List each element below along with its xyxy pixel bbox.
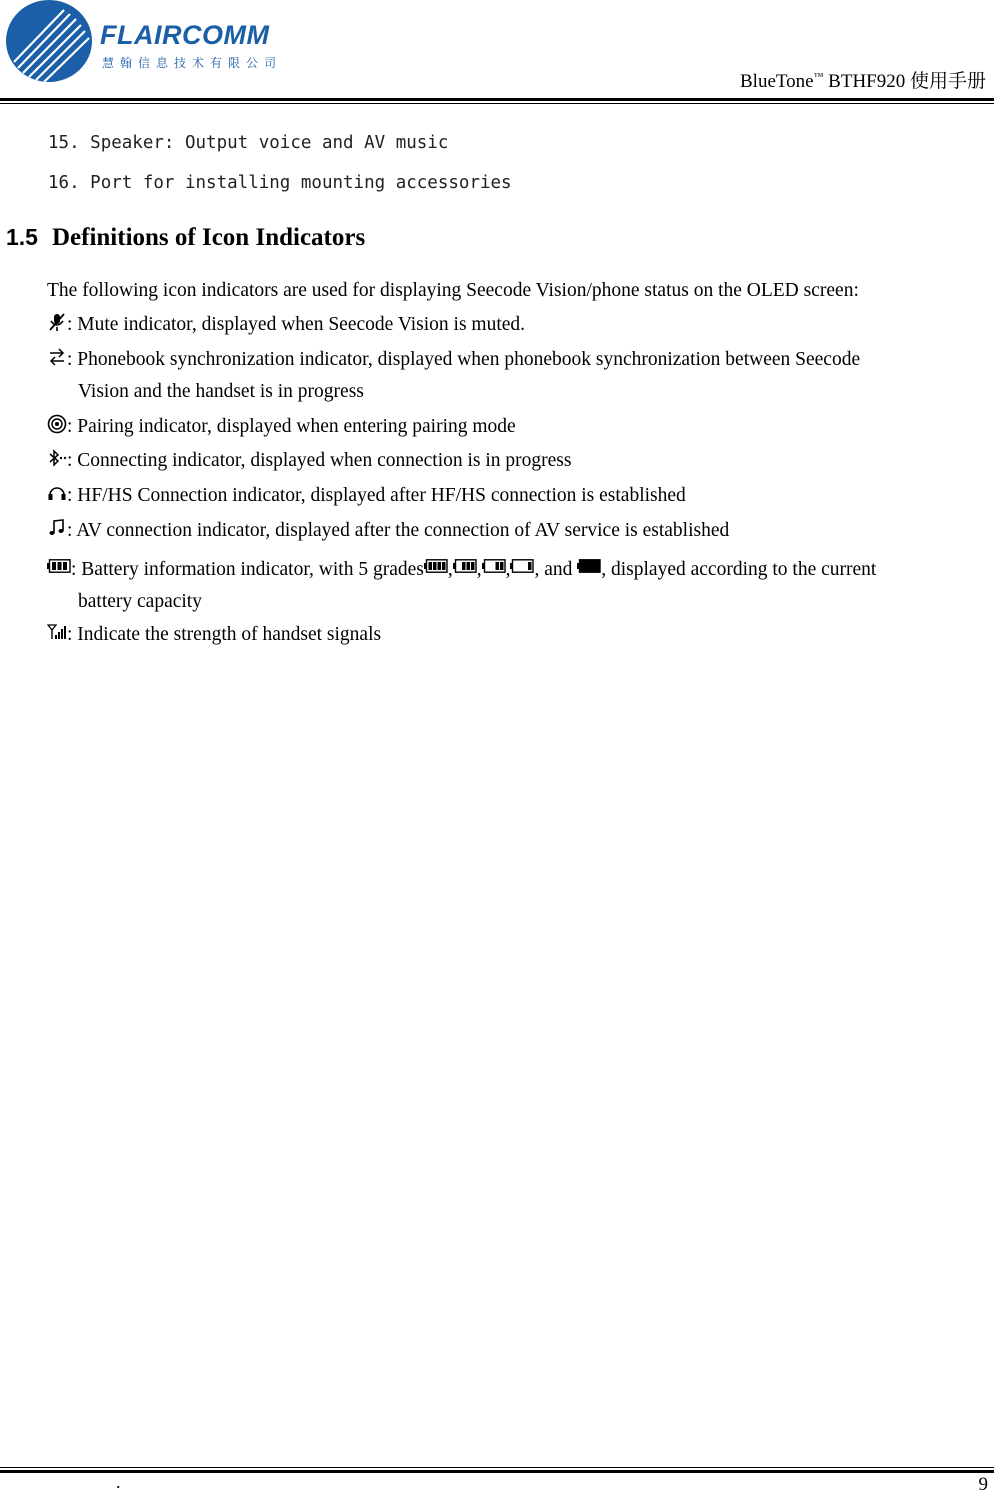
battery-grade-3-icon (453, 552, 477, 566)
mute-icon (47, 312, 67, 332)
signal-strength-icon (47, 622, 67, 642)
logo-wordmark: FLAIRCOMM (100, 20, 270, 50)
hf-hs-connection-icon (47, 483, 67, 503)
battery-icon (47, 552, 71, 566)
indicator-mute: : Mute indicator, displayed when Seecode Vision is muted. (47, 309, 957, 341)
indicator-connecting: : Connecting indicator, displayed when connection is in progress (47, 445, 957, 477)
section-heading: 1.5 Definitions of Icon Indicators (6, 224, 366, 251)
indicator-hf-hs-connection: : HF/HS Connection indicator, displayed after HF/HS connection is established (47, 480, 957, 512)
indicator-phonebook-sync: : Phonebook synchronization indicator, displayed when phonebook synchronization between Seecode Vision and the handset is in progress (47, 344, 957, 408)
footer-rule-thin (0, 1467, 994, 1468)
indicator-signal-strength: : Indicate the strength of handset signals (47, 619, 957, 651)
battery-grade-empty-icon (577, 552, 601, 566)
indicator-battery: : Battery information indicator, with 5 grades , , , , and , displayed according to the current battery capacity (47, 552, 957, 618)
pairing-icon (47, 414, 67, 434)
flaircomm-logo-icon (6, 0, 92, 82)
battery-grade-full-icon (424, 552, 448, 566)
av-connection-icon (47, 518, 67, 538)
document-title: BlueTone™ BTHF920 使用手册 (740, 71, 986, 92)
footer-mark: . (116, 1472, 121, 1492)
connecting-icon (47, 448, 67, 468)
footer-rule-thick (0, 1470, 994, 1473)
battery-grade-2-icon (482, 552, 506, 566)
phonebook-sync-icon (47, 347, 67, 367)
header-rule-thick (0, 98, 994, 101)
battery-grade-1-icon (510, 552, 534, 566)
logo-subtitle: 慧翰信息技术有限公司 (102, 56, 283, 70)
indicator-pairing: : Pairing indicator, displayed when entering pairing mode (47, 411, 957, 443)
page-header (0, 0, 994, 106)
intro-paragraph: The following icon indicators are used for displaying Seecode Vision/phone status on the OLED screen: (47, 280, 859, 301)
header-rule-thin (0, 103, 994, 104)
indicator-av-connection: : AV connection indicator, displayed after the connection of AV service is established (47, 515, 957, 547)
page-number: 9 (978, 1474, 988, 1495)
list-item: 15. Speaker: Output voice and AV music (48, 133, 449, 153)
list-item: 16. Port for installing mounting accessories (48, 173, 512, 193)
